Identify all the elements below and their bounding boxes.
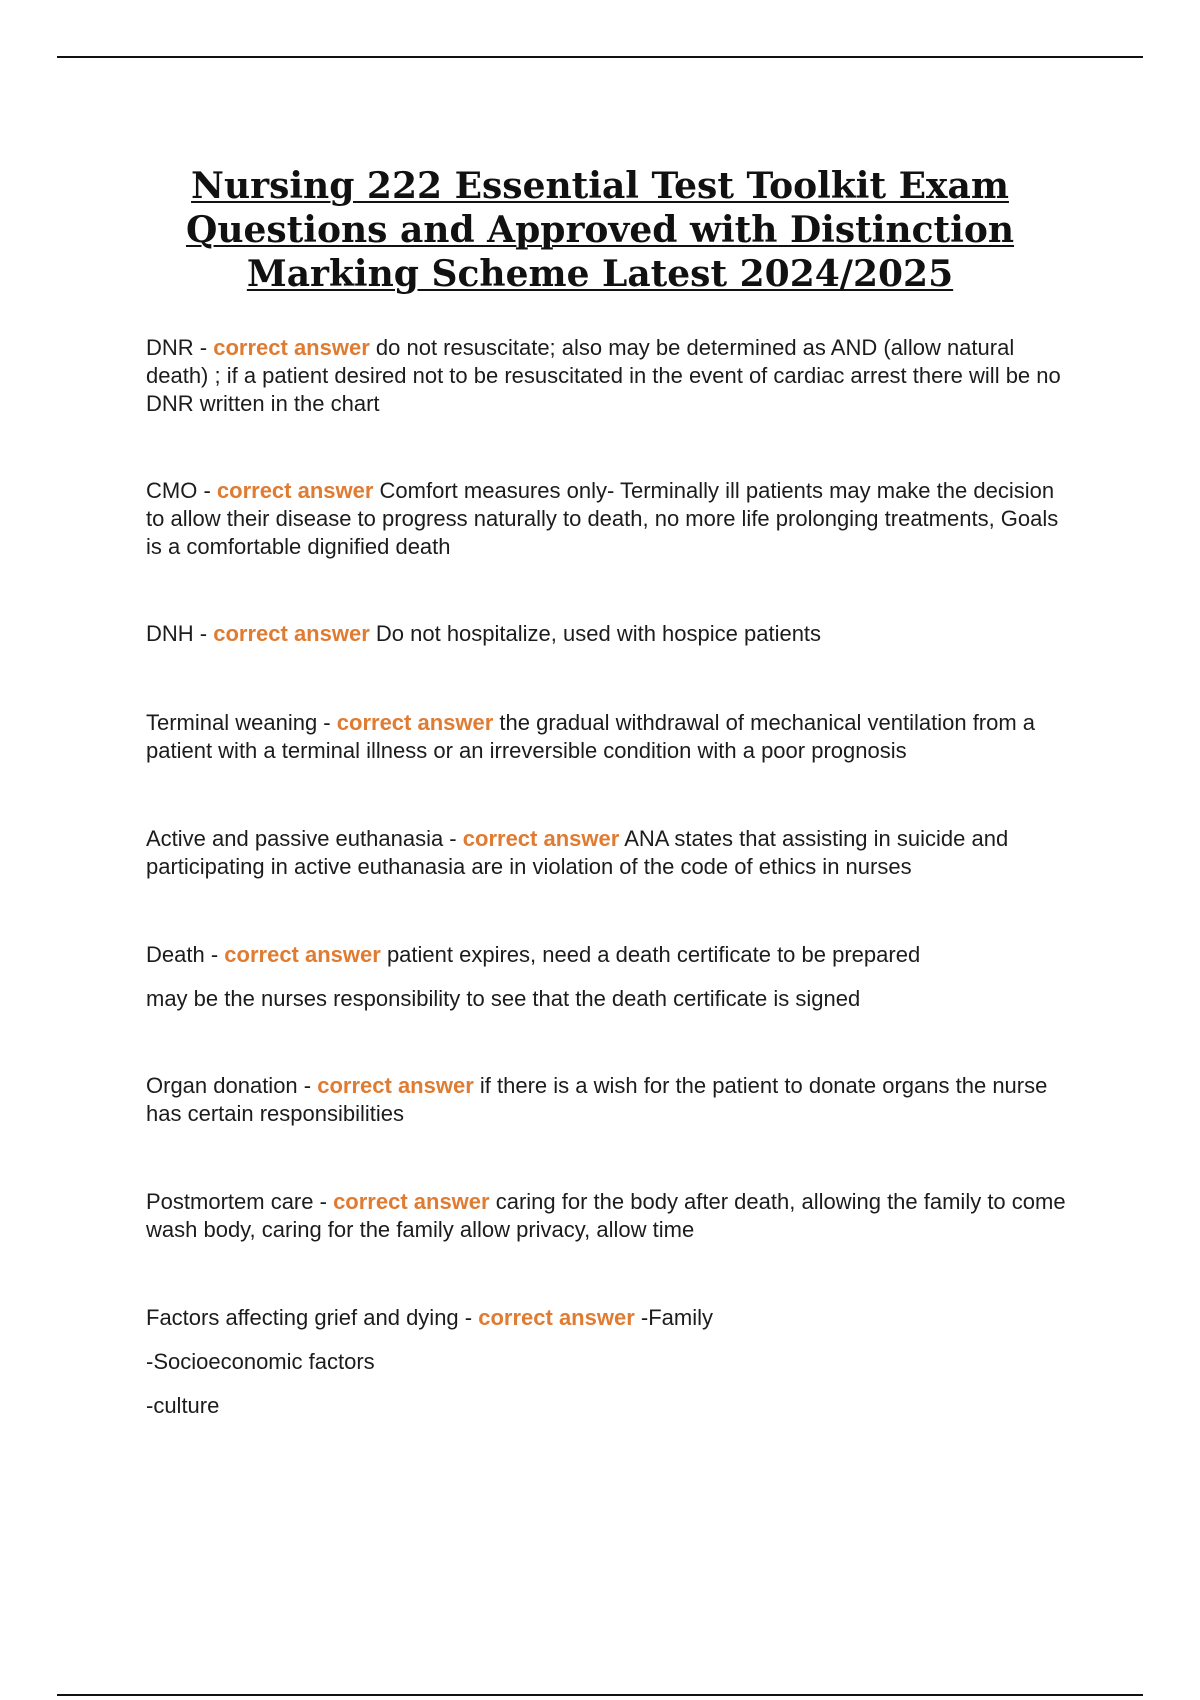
top-rule [57,56,1143,58]
page-title: Nursing 222 Essential Test Toolkit Exam Questions and Approved with Distinction Marking Scheme Latest 2024/2025 [185,165,1015,296]
term: Terminal weaning - [146,710,331,735]
term: Death - [146,942,219,967]
qa-line [146,709,1076,765]
correct-answer-label: correct answer [213,335,370,360]
correct-answer-label: correct answer [317,1073,474,1098]
answer-text: do not resuscitate; also may be determined as AND (allow natural death) ; if a patient desired not to be resuscitated in the event of cardiac arrest there will be no DNR written in the chart [146,335,1061,416]
correct-answer-label: correct answer [213,621,370,646]
qa-entry [146,477,1076,561]
answer-text: -Family [640,1305,713,1330]
qa-line [146,1188,1076,1244]
qa-entry [146,709,1076,765]
answer-text: the gradual withdrawal of mechanical ventilation from a patient with a terminal illness or an irreversible condition with a poor prognosis [146,710,1036,763]
qa-entry [146,620,1076,648]
correct-answer-label: correct answer [336,710,494,735]
qa-entry [146,941,1076,1013]
correct-answer-label: correct answer [333,1189,490,1214]
answer-text: Comfort measures only- Terminally ill patients may make the decision to allow their disease to progress naturally to death, no more life prolonging treatments, Goals is a comfortable dignified death [146,478,1059,559]
qa-entry [146,1304,1076,1420]
qa-line [146,477,1076,561]
qa-line [146,1072,1076,1128]
term: Postmortem care - [146,1189,327,1214]
answer-text: ANA states that assisting in suicide and participating in active euthanasia are in violation of the code of ethics in nurses [146,826,1009,879]
answer-continuation: may be the nurses responsibility to see that the death certificate is signed [146,986,861,1011]
qa-line [146,941,1076,969]
qa-entry [146,1072,1076,1128]
term: Organ donation - [146,1073,312,1098]
term: Factors affecting grief and dying - [146,1305,473,1330]
answer-text: patient expires, need a death certificate to be prepared [386,942,921,967]
term: DNH - [146,621,208,646]
qa-entry [146,825,1076,881]
correct-answer-label: correct answer [462,826,620,851]
term: DNR - [146,335,208,360]
qa-line [146,620,1076,648]
correct-answer-label: correct answer [224,942,381,967]
qa-line [146,334,1076,418]
qa-line [146,825,1076,881]
answer-continuation: -culture [146,1393,220,1418]
answer-text: Do not hospitalize, used with hospice patients [375,621,822,646]
term: Active and passive euthanasia - [146,826,457,851]
qa-line [146,1304,1076,1332]
answer-text: if there is a wish for the patient to donate organs the nurse has certain responsibilities [146,1073,1048,1126]
bottom-rule [57,1694,1143,1696]
answer-continuation: -Socioeconomic factors [146,1349,375,1374]
correct-answer-label: correct answer [478,1305,635,1330]
term: CMO - [146,478,211,503]
correct-answer-label: correct answer [216,478,374,503]
qa-entry [146,334,1076,418]
answer-text: caring for the body after death, allowing the family to come wash body, caring for the family allow privacy, allow time [146,1189,1066,1242]
qa-entry [146,1188,1076,1244]
